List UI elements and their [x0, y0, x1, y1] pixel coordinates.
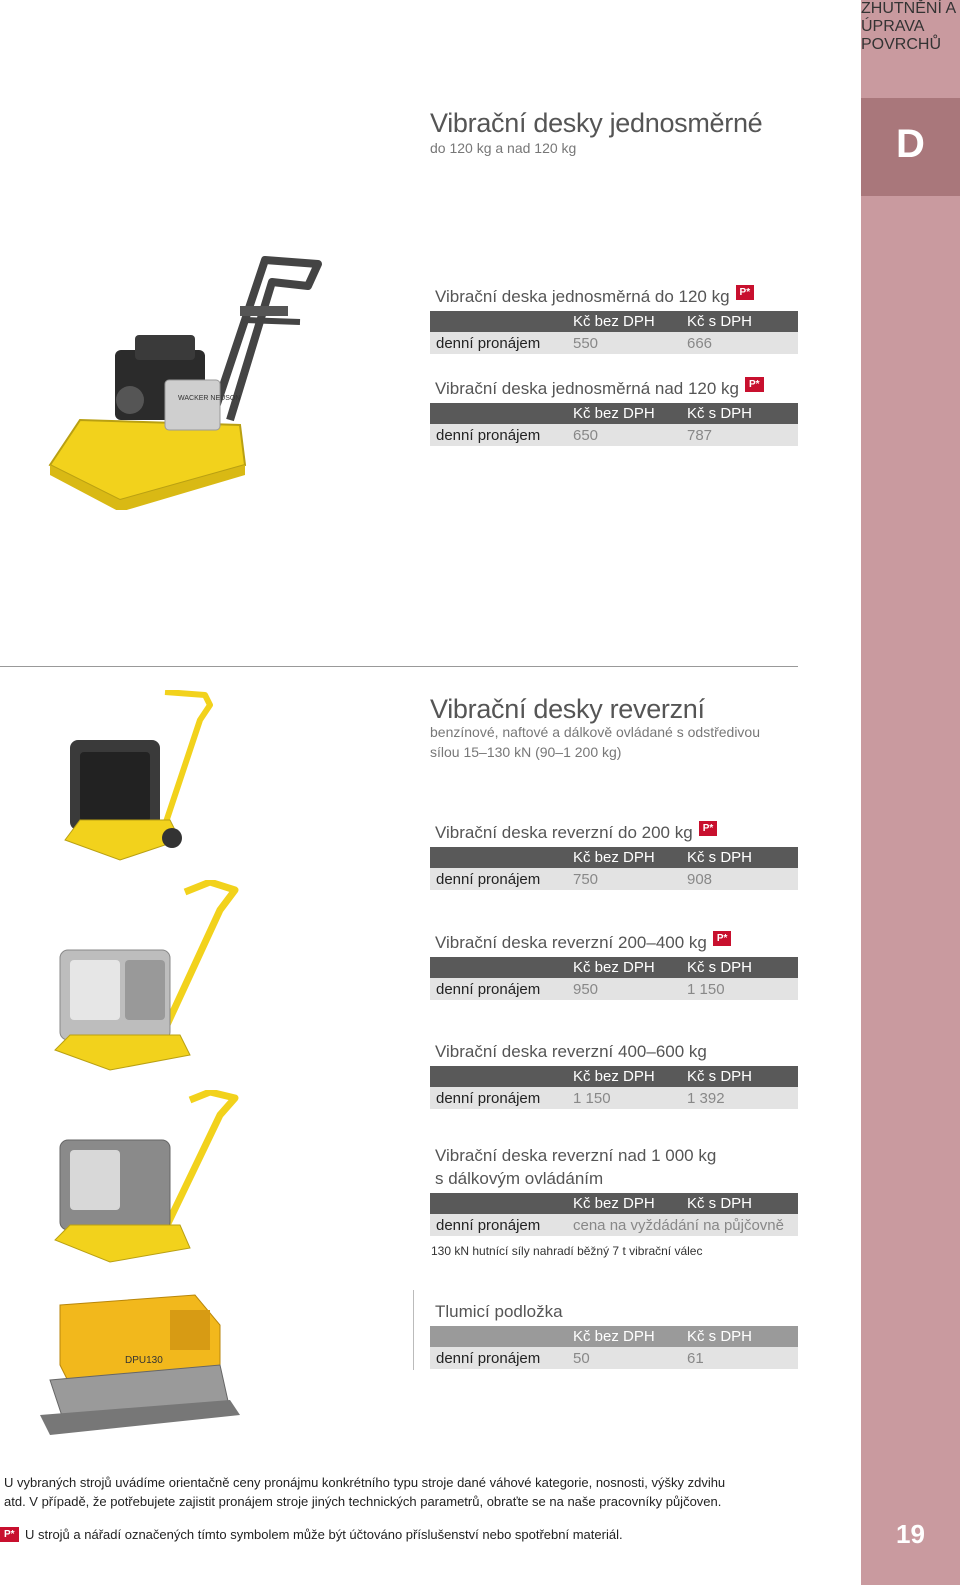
product-title: Vibrační deska jednosměrná nad 120 kg P* — [430, 374, 798, 400]
reversible-plate-600-image — [50, 1090, 250, 1270]
chapter-sidebar — [861, 0, 960, 1585]
accessories-badge: P* — [736, 285, 755, 300]
section-divider — [0, 666, 798, 667]
price-table-header: Kč bez DPH Kč s DPH — [430, 957, 798, 978]
product-title: Vibrační deska jednosměrná do 120 kg P* — [430, 282, 798, 308]
product-title: Vibrační deska reverzní do 200 kg P* — [430, 818, 798, 844]
product-block — [430, 1037, 798, 1109]
chapter-title-vertical: ZHUTNĚNÍ A ÚPRAVA POVRCHŮ — [861, 0, 956, 53]
page-number: 19 — [896, 1519, 925, 1549]
product-block — [430, 282, 798, 354]
footer-note-line1: U vybraných strojů uvádíme orientačně ceny pronájmu konkrétního typu stroje dané váhové kategorie, nosnosti, výšky zdvihu — [4, 1475, 726, 1490]
accessories-badge: P* — [699, 821, 718, 836]
forward-plate-machine-image — [40, 250, 330, 510]
price-row: denní pronájem 650 787 — [430, 424, 798, 446]
price-row: denní pronájem 750 908 — [430, 868, 798, 890]
section-title-one-way: Vibrační desky jednosměrné — [430, 108, 763, 138]
price-row: denní pronájem 50 61 — [430, 1347, 798, 1369]
product-title: Vibrační deska reverzní 200–400 kg P* — [430, 928, 798, 954]
product-title: Vibrační deska reverzní nad 1 000 kg s dálkovým ovládáním — [435, 1146, 717, 1188]
product-block — [430, 374, 798, 446]
price-table-header: Kč bez DPH Kč s DPH — [430, 1193, 798, 1214]
price-table-header: Kč bez DPH Kč s DPH — [430, 403, 798, 424]
product-block — [430, 1142, 798, 1258]
price-table-header: Kč bez DPH Kč s DPH — [430, 847, 798, 868]
price-row: denní pronájem cena na vyždádání na půjčovně — [430, 1214, 798, 1236]
machine-brand-label: WACKER NEUSON — [178, 395, 241, 402]
price-row: denní pronájem 950 1 150 — [430, 978, 798, 1000]
footer-note-line3: U strojů a nářadí označených tímto symbolem může být účtováno příslušenství nebo spotřební materiál. — [25, 1527, 623, 1542]
accessories-badge: P* — [713, 931, 732, 946]
product-block — [430, 1297, 798, 1369]
product-block — [430, 928, 798, 1000]
footer-accessories-badge: P* — [0, 1527, 19, 1542]
price-table-header: Kč bez DPH Kč s DPH — [430, 1326, 798, 1347]
price-row: denní pronájem 550 666 — [430, 332, 798, 354]
section-subtitle-one-way: do 120 kg a nad 120 kg — [430, 140, 577, 156]
accessories-badge: P* — [745, 377, 764, 392]
product-block — [430, 818, 798, 890]
product-note: 130 kN hutnící síly nahradí běžný 7 t vibrační válec — [431, 1244, 703, 1258]
price-row: denní pronájem 1 150 1 392 — [430, 1087, 798, 1109]
machine-model-label: DPU130 — [125, 1355, 163, 1366]
product-title: Vibrační deska reverzní 400–600 kg — [435, 1042, 707, 1061]
reversible-plate-200-image — [60, 690, 220, 870]
remote-controlled-plate-image — [35, 1285, 245, 1445]
section-title-reversible: Vibrační desky reverzní — [430, 694, 705, 724]
chapter-letter: D — [896, 122, 925, 166]
section-subtitle-line2: sílou 15–130 kN (90–1 200 kg) — [430, 744, 622, 760]
section-subtitle-line1: benzínové, naftové a dálkově ovládané s odstředivou — [430, 724, 761, 740]
reversible-plate-400-image — [50, 880, 250, 1080]
product-title: Tlumicí podložka — [435, 1302, 563, 1321]
price-table-header: Kč bez DPH Kč s DPH — [430, 311, 798, 332]
price-table-header: Kč bez DPH Kč s DPH — [430, 1066, 798, 1087]
column-divider — [413, 1290, 414, 1370]
footer-note-line2: atd. V případě, že potřebujete zajistit pronájem stroje jiných technických parametrů, obraťte se na naše pracovníky půjčoven. — [4, 1494, 722, 1509]
